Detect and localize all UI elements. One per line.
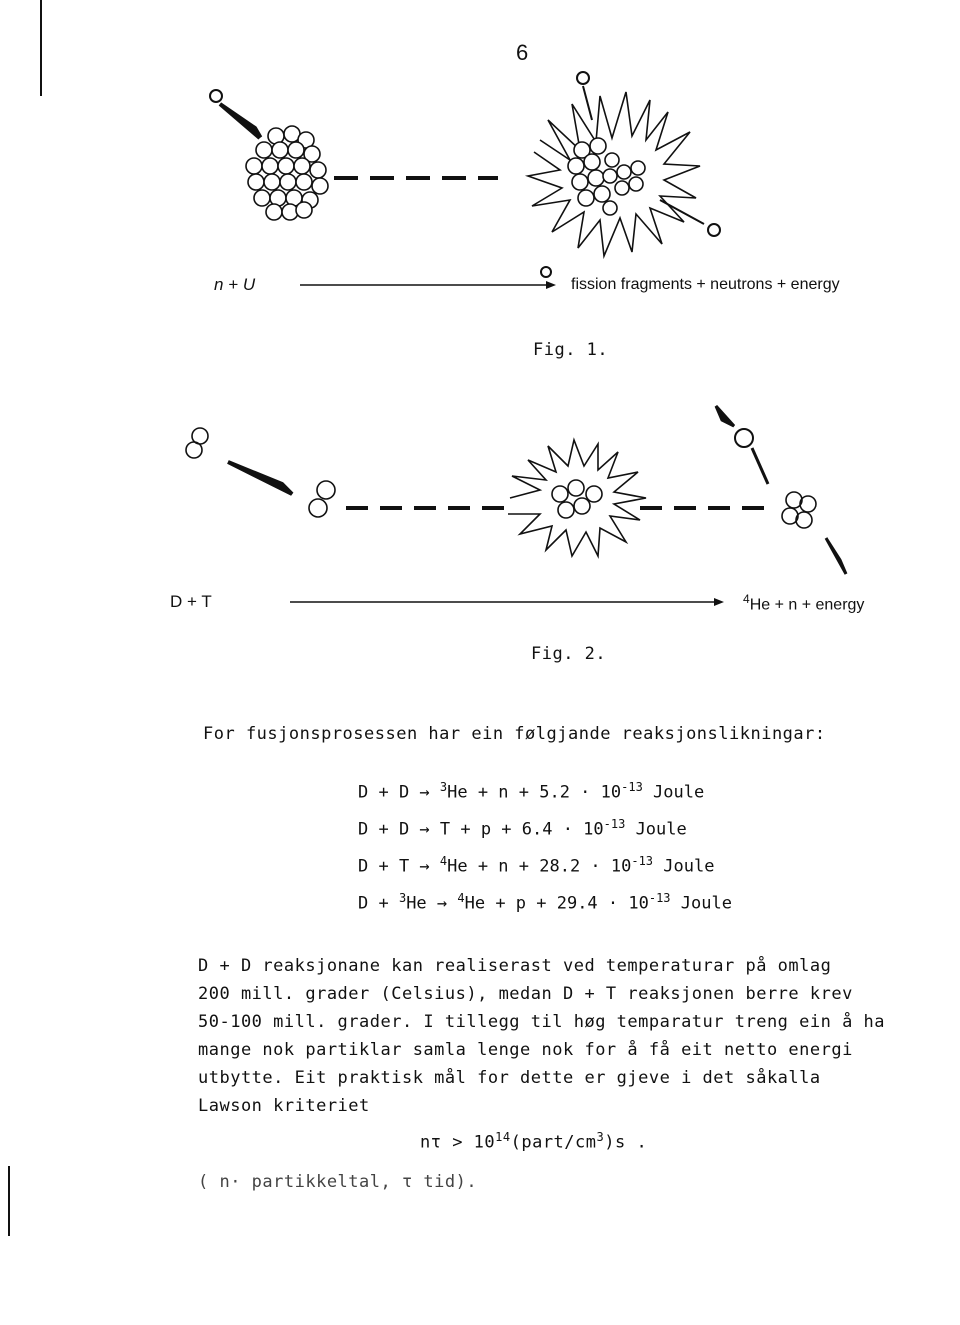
fig2-illustration	[0, 0, 960, 640]
neutron-out-icon	[735, 429, 753, 447]
fig2-reaction-right	[743, 592, 864, 614]
eq-part: He + p + 29.4 · 10	[464, 893, 649, 914]
eq-sup: 4	[439, 854, 448, 868]
margin-line	[8, 1166, 10, 1236]
paragraph-line: 50-100 mill. grader. I tillegg til høg temparatur treng ein å ha	[198, 1012, 886, 1032]
eq-part: D + D →	[358, 782, 440, 803]
deuteron-icon	[309, 481, 335, 517]
eq-part: Joule	[670, 893, 732, 914]
paragraph-line: utbytte. Eit praktisk mål for dette er gjeve i det såkalla	[198, 1068, 821, 1088]
equation-4	[358, 891, 732, 914]
lawson-part: nτ > 10	[420, 1132, 496, 1153]
eq-part: He + n + 5.2 · 10	[447, 782, 622, 803]
margin-line	[40, 0, 42, 96]
footnote: ( n· partikkeltal, τ tid).	[198, 1172, 478, 1192]
equation-2	[358, 817, 687, 840]
eq-part: D + D → T + p + 6.4 · 10	[358, 819, 604, 840]
lawson-part: (part/cm	[510, 1132, 597, 1153]
deuteron-arrow	[228, 462, 292, 494]
lawson-sup: 3	[596, 1130, 605, 1144]
fig2-mass-number: 4	[743, 592, 750, 606]
intro-line: For fusjonsprosessen har ein følgjande reaksjonslikningar:	[203, 724, 826, 744]
eq-part: Joule	[625, 819, 687, 840]
eq-part: D + T →	[358, 856, 440, 877]
eq-part: He + n + 28.2 · 10	[447, 856, 632, 877]
eq-part: He →	[406, 893, 458, 914]
fig2-reaction-left: D + T	[170, 592, 212, 611]
eq-sup: -13	[648, 891, 671, 905]
paragraph-line: D + D reaksjonane kan realiserast ved temperaturar på omlag	[198, 956, 832, 976]
eq-sup: -13	[603, 817, 626, 831]
fig2-products: He + n + energy	[749, 596, 865, 614]
paragraph-line: 200 mill. grader (Celsius), medan D + T reaksjonen berre krev	[198, 984, 853, 1004]
eq-sup: 4	[457, 891, 465, 905]
lawson-criterion	[420, 1130, 647, 1153]
eq-sup: 3	[398, 891, 407, 905]
eq-sup: -13	[621, 780, 643, 794]
eq-sup: -13	[631, 854, 654, 868]
fused-nucleus-icon	[552, 480, 602, 518]
helium-arrow	[826, 538, 846, 574]
fig1-reaction-left: n + U	[214, 275, 256, 294]
eq-part: D +	[358, 893, 399, 914]
paragraph	[198, 956, 885, 1124]
eq-sup: 3	[439, 780, 448, 794]
equation-1	[358, 780, 704, 803]
lawson-part: )s .	[604, 1132, 648, 1153]
fig2-caption: Fig. 2.	[531, 644, 607, 664]
eq-part: Joule	[642, 782, 705, 803]
deuteron-icon	[186, 428, 208, 458]
equation-3	[358, 854, 714, 877]
paragraph-line: mange nok partiklar samla lenge nok for å få eit netto energi	[198, 1040, 853, 1060]
fig1-reaction-right: fission fragments + neutrons + energy	[571, 276, 840, 293]
fig1-caption: Fig. 1.	[533, 340, 609, 360]
eq-part: Joule	[653, 856, 715, 877]
neutron-arrow	[716, 406, 734, 426]
fusion-burst-icon	[508, 440, 646, 556]
helium-nucleus-icon	[782, 492, 816, 528]
paragraph-line: Lawson kriteriet	[198, 1096, 370, 1116]
lawson-sup: 14	[495, 1130, 511, 1144]
page-number: 6	[516, 40, 529, 65]
